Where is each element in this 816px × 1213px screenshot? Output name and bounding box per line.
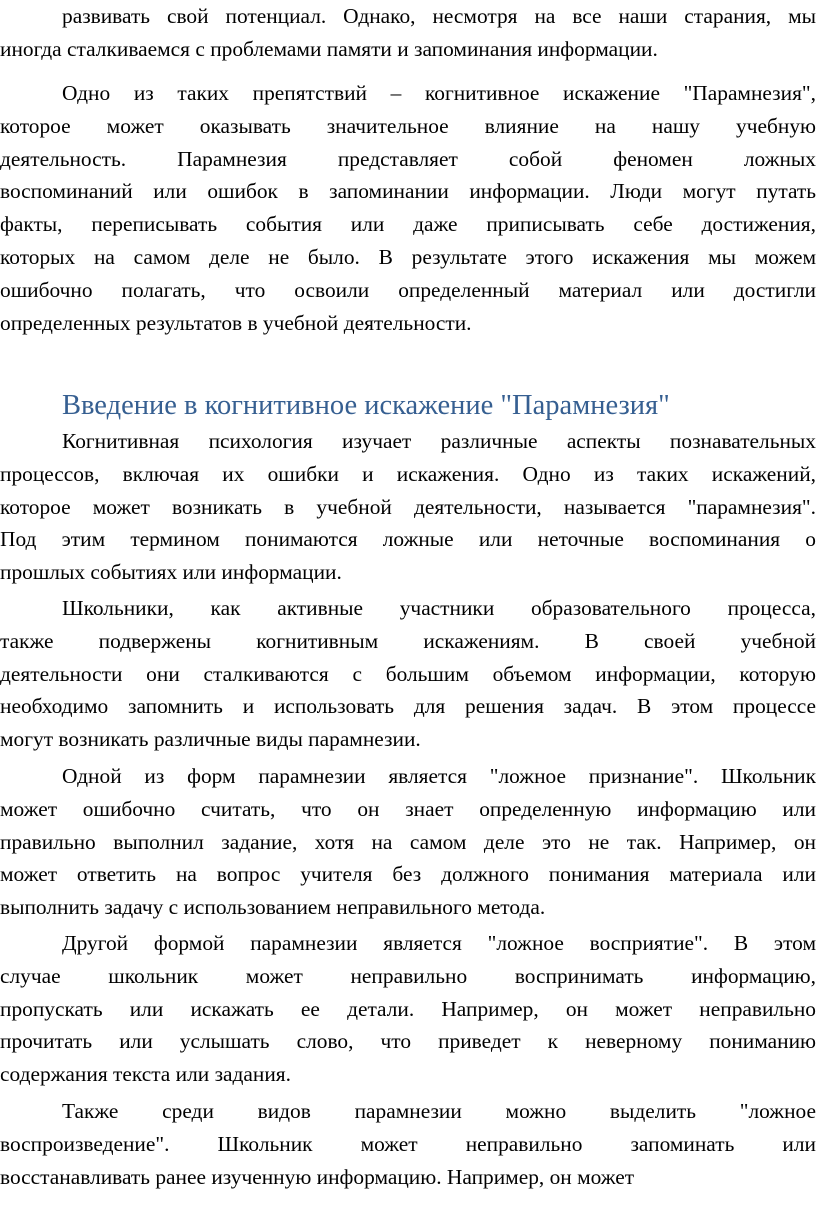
text-line: иногда сталкиваемся с проблемами памяти и запоминания информации. — [0, 36, 658, 61]
paragraph-continuation — [0, 0, 816, 66]
paragraph — [0, 927, 816, 1091]
text-line: Одной из форм парамнезии является "ложное признание". Школьник — [62, 764, 816, 788]
paragraph — [0, 425, 816, 589]
text-line: прошлых событиях или информации. — [0, 560, 342, 585]
text-line: содержания текста или задания. — [0, 1062, 291, 1087]
text-line: Школьники, как активные участники образовательного процесса, — [62, 596, 816, 620]
text-line: может ошибочно считать, что он знает определенную информацию или — [0, 796, 816, 821]
text-line: также подвержены когнитивным искажениям. В своей учебной — [0, 628, 816, 653]
paragraph — [0, 760, 816, 924]
text-line: ошибочно полагать, что освоили определенный материал или достигли — [0, 277, 816, 302]
text-line: Также среди видов парамнезии можно выделить "ложное — [62, 1099, 816, 1123]
text-line: которое может оказывать значительное влияние на нашу учебную — [0, 113, 816, 138]
text-line: могут возникать различные виды парамнезии. — [0, 727, 421, 752]
text-line: необходимо запомнить и использовать для решения задач. В этом процессе — [0, 694, 816, 719]
text-line: воспроизведение". Школьник может неправильно запоминать или — [0, 1131, 816, 1156]
text-line: развивать свой потенциал. Однако, несмотря на все наши старания, мы — [62, 4, 816, 28]
text-line: воспоминаний или ошибок в запоминании информации. Люди могут путать — [0, 179, 816, 204]
paragraph — [0, 1095, 816, 1193]
paragraph — [0, 592, 816, 756]
text-line: которое может возникать в учебной деятельности, называется "парамнезия". — [0, 494, 816, 519]
text-line: Одно из таких препятствий – когнитивное искажение "Парамнезия", — [62, 81, 816, 105]
text-line: определенных результатов в учебной деятельности. — [0, 310, 472, 335]
text-line: восстанавливать ранее изученную информацию. Например, он может — [0, 1164, 635, 1189]
text-line: процессов, включая их ошибки и искажения. Одно из таких искажений, — [0, 461, 816, 486]
text-line: Когнитивная психология изучает различные аспекты познавательных — [62, 429, 816, 453]
text-line: деятельности они сталкиваются с большим объемом информации, которую — [0, 661, 816, 686]
text-line: Под этим термином понимаются ложные или неточные воспоминания о — [0, 527, 816, 552]
text-line: пропускать или искажать ее детали. Например, он может неправильно — [0, 996, 816, 1021]
text-line: выполнить задачу с использованием неправильного метода. — [0, 895, 546, 920]
section-heading: Введение в когнитивное искажение "Парамнезия" — [62, 390, 670, 421]
text-line: которых на самом деле не было. В результате этого искажения мы можем — [0, 244, 816, 269]
text-line: деятельность. Парамнезия представляет собой феномен ложных — [0, 146, 816, 171]
text-line: Другой формой парамнезии является "ложное восприятие". В этом — [62, 931, 816, 955]
paragraph — [0, 77, 816, 339]
text-line: случае школьник может неправильно воспринимать информацию, — [0, 963, 816, 988]
text-line: правильно выполнил задание, хотя на самом деле это не так. Например, он — [0, 829, 816, 854]
text-line: факты, переписывать события или даже приписывать себе достижения, — [0, 212, 816, 237]
text-line: может ответить на вопрос учителя без должного понимания материала или — [0, 862, 816, 887]
text-line: прочитать или услышать слово, что приведет к неверному пониманию — [0, 1029, 816, 1054]
